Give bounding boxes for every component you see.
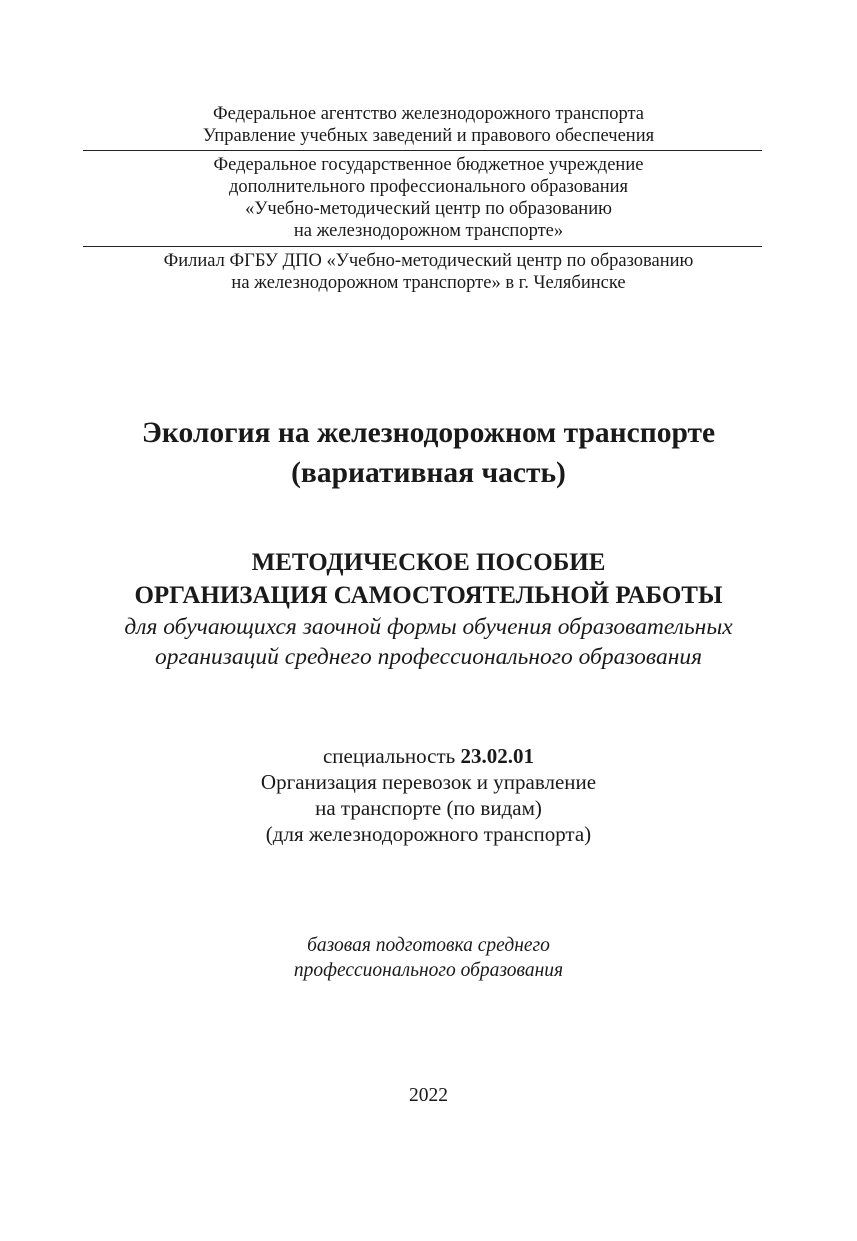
- subtitle-line: ОРГАНИЗАЦИЯ САМОСТОЯТЕЛЬНОЙ РАБОТЫ: [134, 582, 723, 609]
- institution-line: Федеральное государственное бюджетное учреждение: [213, 155, 644, 175]
- specialty-prefix: специальность: [322, 744, 461, 768]
- specialty-block: [0, 743, 857, 847]
- institution-line: дополнительного профессионального образования: [228, 177, 629, 197]
- header-divider-top: [83, 150, 762, 151]
- title-line: Экология на железнодорожном транспорте: [141, 417, 716, 449]
- agency-header: [0, 103, 857, 147]
- specialty-name-line: Организация перевозок и управление: [260, 770, 597, 794]
- header-divider-bottom: [83, 246, 762, 247]
- branch-header: [0, 250, 857, 294]
- specialty-code: 23.02.01: [460, 744, 534, 768]
- training-level: [0, 933, 857, 983]
- document-subtitle: [0, 546, 857, 672]
- specialty-code-line: [0, 743, 857, 769]
- audience-line: организаций среднего профессионального образования: [154, 644, 703, 670]
- institution-line: «Учебно-методический центр по образованию: [245, 199, 612, 219]
- branch-line: на железнодорожном транспорте» в г. Челябинске: [231, 273, 626, 293]
- audience-line: для обучающихся заочной формы обучения образовательных: [124, 614, 733, 640]
- agency-name: Федеральное агентство железнодорожного транспорта: [212, 104, 644, 124]
- institution-header: [0, 154, 857, 242]
- training-line: профессионального образования: [293, 960, 564, 981]
- publication-year: 2022: [409, 1085, 448, 1106]
- agency-department: Управление учебных заведений и правового обеспечения: [202, 126, 655, 146]
- specialty-name-line: (для железнодорожного транспорта): [265, 822, 592, 846]
- branch-line: Филиал ФГБУ ДПО «Учебно-методический центр по образованию: [163, 251, 694, 271]
- training-line: базовая подготовка среднего: [307, 935, 550, 956]
- institution-line: на железнодорожном транспорте»: [293, 221, 564, 241]
- specialty-name-line: на транспорте (по видам): [315, 796, 542, 820]
- document-title: [0, 413, 857, 493]
- title-line: (вариативная часть): [291, 457, 566, 489]
- subtitle-line: МЕТОДИЧЕСКОЕ ПОСОБИЕ: [251, 549, 606, 576]
